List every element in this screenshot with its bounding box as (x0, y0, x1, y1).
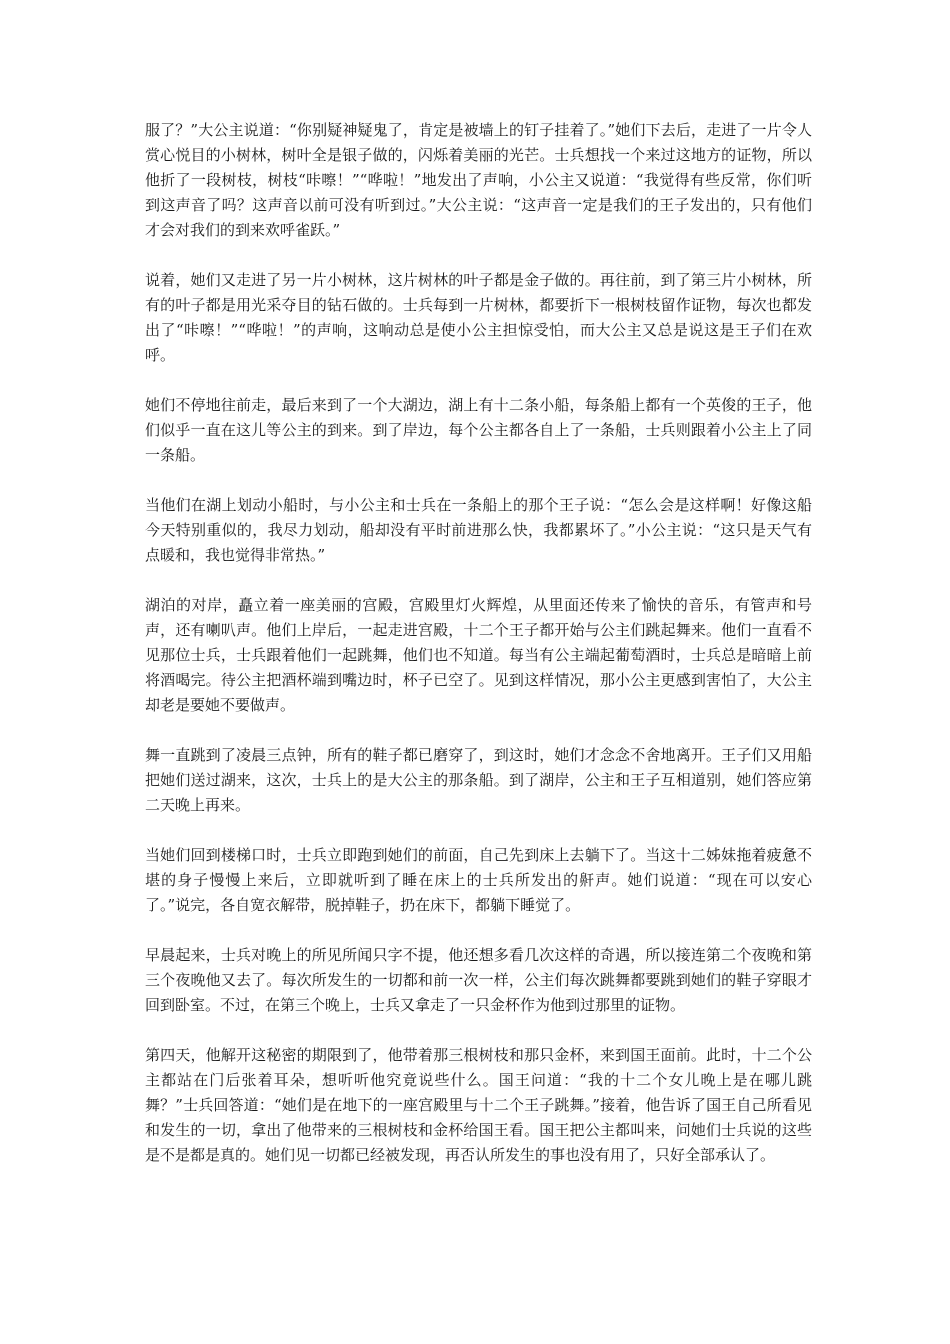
paragraph-9: 第四天，他解开这秘密的期限到了，他带着那三根树枝和那只金杯，来到国王面前。此时，十二个公主都站在门后张着耳朵，想听听他究竟说些什么。国王问道：“我的十二个女儿晚上是在哪儿跳舞？”士兵回答道：“她们是在地下的一座宫殿里与十二个王子跳舞。”接着，他告诉了国王自己所看见和发生的一切，拿出了他带来的三根树枝和金杯给国王看。国王把公主都叫来，问她们士兵说的这些是不是都是真的。她们见一切都已经被发现，再否认所发生的事也没有用了，只好全部承认了。 (145, 1046, 812, 1164)
paragraph-4: 当他们在湖上划动小船时，与小公主和士兵在一条船上的那个王子说：“怎么会是这样啊！好像这船今天特别重似的，我尽力划动，船却没有平时前进那么快，我都累坏了。”小公主说：“这只是天气有点暖和，我也觉得非常热。” (145, 496, 812, 564)
paragraph-3: 她们不停地往前走，最后来到了一个大湖边，湖上有十二条小船，每条船上都有一个英俊的王子，他们似乎一直在这儿等公主的到来。到了岸边，每个公主都各自上了一条船，士兵则跟着小公主上了同一条船。 (145, 396, 812, 464)
paragraph-7: 当她们回到楼梯口时，士兵立即跑到她们的前面，自己先到床上去躺下了。当这十二姊妹拖着疲惫不堪的身子慢慢上来后，立即就听到了睡在床上的士兵所发出的鼾声。她们说道：“现在可以安心了。”说完，各自宽衣解带，脱掉鞋子，扔在床下，都躺下睡觉了。 (145, 846, 812, 914)
paragraph-6: 舞一直跳到了凌晨三点钟，所有的鞋子都已磨穿了，到这时，她们才念念不舍地离开。王子们又用船把她们送过湖来，这次，士兵上的是大公主的那条船。到了湖岸，公主和王子互相道别，她们答应第二天晚上再来。 (145, 746, 812, 814)
paragraph-2: 说着，她们又走进了另一片小树林，这片树林的叶子都是金子做的。再往前，到了第三片小树林，所有的叶子都是用光采夺目的钻石做的。士兵每到一片树林，都要折下一根树枝留作证物，每次也都发出了“咔嚓！”“哗啦！”的声响，这响动总是使小公主担惊受怕，而大公主又总是说这是王子们在欢呼。 (145, 271, 812, 364)
paragraph-1: 服了？”大公主说道：“你别疑神疑鬼了，肯定是被墙上的钉子挂着了。”她们下去后，走进了一片令人赏心悦目的小树林，树叶全是银子做的，闪烁着美丽的光芒。士兵想找一个来过这地方的证物，所以他折了一段树枝，树枝“咔嚓！”“哗啦！”地发出了声响，小公主又说道：“我觉得有些反常，你们听到这声音了吗？这声音以前可没有听到过。”大公主说：“这声音一定是我们的王子发出的，只有他们才会对我们的到来欢呼雀跃。” (145, 121, 812, 239)
document-body (145, 118, 812, 1193)
paragraph-8: 早晨起来，士兵对晚上的所见所闻只字不提，他还想多看几次这样的奇遇，所以接连第二个夜晚和第三个夜晚他又去了。每次所发生的一切都和前一次一样，公主们每次跳舞都要跳到她们的鞋子穿眼才回到卧室。不过，在第三个晚上，士兵又拿走了一只金杯作为他到过那里的证物。 (145, 946, 812, 1014)
paragraph-5: 湖泊的对岸，矗立着一座美丽的宫殿，宫殿里灯火辉煌，从里面还传来了愉快的音乐，有管声和号声，还有喇叭声。他们上岸后，一起走进宫殿，十二个王子都开始与公主们跳起舞来。他们一直看不见那位士兵，士兵跟着他们一起跳舞，他们也不知道。每当有公主端起葡萄酒时，士兵总是暗暗上前将酒喝完。待公主把酒杯端到嘴边时，杯子已空了。见到这样情况，那小公主更感到害怕了，大公主却老是要她不要做声。 (145, 596, 812, 714)
